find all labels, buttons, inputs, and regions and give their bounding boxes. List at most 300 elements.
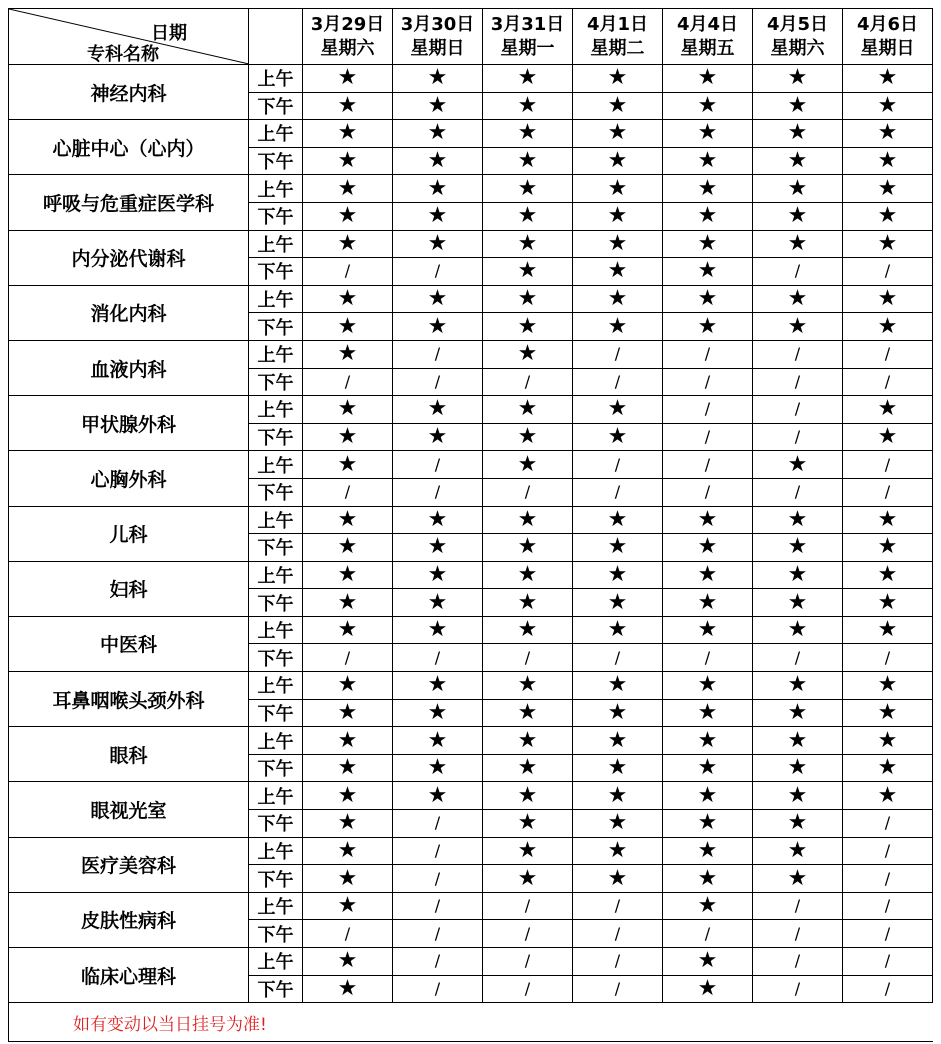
- available-star-icon: ★: [303, 534, 393, 562]
- closed-slash: /: [753, 396, 843, 424]
- available-star-icon: ★: [843, 534, 933, 562]
- available-star-icon: ★: [573, 534, 663, 562]
- date-header: [483, 9, 573, 65]
- corner-header: [9, 9, 249, 65]
- available-star-icon: ★: [663, 65, 753, 93]
- weekday-label: 星期一: [500, 37, 555, 59]
- closed-slash: /: [843, 975, 933, 1003]
- department-name: 妇科: [9, 561, 249, 616]
- closed-slash: /: [393, 258, 483, 286]
- available-star-icon: ★: [303, 699, 393, 727]
- available-star-icon: ★: [843, 396, 933, 424]
- available-star-icon: ★: [573, 865, 663, 893]
- available-star-icon: ★: [843, 616, 933, 644]
- closed-slash: /: [303, 644, 393, 672]
- available-star-icon: ★: [663, 616, 753, 644]
- available-star-icon: ★: [663, 782, 753, 810]
- weekday-label: 星期六: [770, 37, 825, 59]
- available-star-icon: ★: [393, 727, 483, 755]
- available-star-icon: ★: [753, 175, 843, 203]
- morning-label: 上午: [249, 175, 303, 203]
- available-star-icon: ★: [753, 616, 843, 644]
- closed-slash: /: [843, 865, 933, 893]
- closed-slash: /: [483, 975, 573, 1003]
- closed-slash: /: [573, 920, 663, 948]
- available-star-icon: ★: [753, 202, 843, 230]
- closed-slash: /: [483, 368, 573, 396]
- available-star-icon: ★: [573, 423, 663, 451]
- closed-slash: /: [393, 478, 483, 506]
- closed-slash: /: [393, 920, 483, 948]
- weekday-label: 星期日: [410, 37, 465, 59]
- closed-slash: /: [843, 837, 933, 865]
- closed-slash: /: [843, 478, 933, 506]
- available-star-icon: ★: [573, 589, 663, 617]
- available-star-icon: ★: [663, 699, 753, 727]
- afternoon-label: 下午: [249, 423, 303, 451]
- department-name: 血液内科: [9, 340, 249, 395]
- schedule-row: [9, 616, 933, 644]
- date-header: [843, 9, 933, 65]
- available-star-icon: ★: [663, 120, 753, 148]
- department-name: 消化内科: [9, 285, 249, 340]
- closed-slash: /: [573, 975, 663, 1003]
- afternoon-label: 下午: [249, 202, 303, 230]
- available-star-icon: ★: [393, 120, 483, 148]
- available-star-icon: ★: [303, 423, 393, 451]
- available-star-icon: ★: [663, 589, 753, 617]
- available-star-icon: ★: [483, 672, 573, 700]
- schedule-row: [9, 285, 933, 313]
- available-star-icon: ★: [663, 672, 753, 700]
- schedule-body: [9, 9, 933, 1042]
- available-star-icon: ★: [663, 175, 753, 203]
- available-star-icon: ★: [843, 699, 933, 727]
- available-star-icon: ★: [663, 258, 753, 286]
- department-name: 眼视光室: [9, 782, 249, 837]
- available-star-icon: ★: [393, 754, 483, 782]
- available-star-icon: ★: [303, 285, 393, 313]
- afternoon-label: 下午: [249, 147, 303, 175]
- available-star-icon: ★: [393, 313, 483, 341]
- afternoon-label: 下午: [249, 258, 303, 286]
- available-star-icon: ★: [303, 616, 393, 644]
- closed-slash: /: [573, 451, 663, 479]
- available-star-icon: ★: [483, 423, 573, 451]
- closed-slash: /: [843, 892, 933, 920]
- closed-slash: /: [843, 451, 933, 479]
- closed-slash: /: [393, 368, 483, 396]
- schedule-row: [9, 837, 933, 865]
- closed-slash: /: [753, 948, 843, 976]
- available-star-icon: ★: [393, 175, 483, 203]
- date-header: [573, 9, 663, 65]
- morning-label: 上午: [249, 65, 303, 93]
- available-star-icon: ★: [753, 313, 843, 341]
- available-star-icon: ★: [303, 754, 393, 782]
- closed-slash: /: [843, 948, 933, 976]
- morning-label: 上午: [249, 672, 303, 700]
- available-star-icon: ★: [303, 865, 393, 893]
- available-star-icon: ★: [483, 727, 573, 755]
- department-name: 眼科: [9, 727, 249, 782]
- available-star-icon: ★: [573, 754, 663, 782]
- closed-slash: /: [393, 340, 483, 368]
- available-star-icon: ★: [303, 506, 393, 534]
- available-star-icon: ★: [483, 258, 573, 286]
- available-star-icon: ★: [753, 589, 843, 617]
- department-name: 耳鼻咽喉头颈外科: [9, 672, 249, 727]
- available-star-icon: ★: [573, 506, 663, 534]
- afternoon-label: 下午: [249, 920, 303, 948]
- available-star-icon: ★: [483, 754, 573, 782]
- available-star-icon: ★: [573, 699, 663, 727]
- afternoon-label: 下午: [249, 534, 303, 562]
- closed-slash: /: [753, 892, 843, 920]
- available-star-icon: ★: [573, 837, 663, 865]
- available-star-icon: ★: [843, 230, 933, 258]
- available-star-icon: ★: [843, 506, 933, 534]
- available-star-icon: ★: [573, 65, 663, 93]
- department-name: 儿科: [9, 506, 249, 561]
- available-star-icon: ★: [663, 285, 753, 313]
- date-label: 4月4日: [676, 13, 739, 35]
- available-star-icon: ★: [393, 147, 483, 175]
- available-star-icon: ★: [483, 313, 573, 341]
- morning-label: 上午: [249, 892, 303, 920]
- available-star-icon: ★: [303, 782, 393, 810]
- available-star-icon: ★: [573, 561, 663, 589]
- afternoon-label: 下午: [249, 865, 303, 893]
- date-header: [303, 9, 393, 65]
- schedule-row: [9, 120, 933, 148]
- available-star-icon: ★: [303, 589, 393, 617]
- closed-slash: /: [663, 920, 753, 948]
- available-star-icon: ★: [573, 782, 663, 810]
- available-star-icon: ★: [753, 672, 843, 700]
- afternoon-label: 下午: [249, 589, 303, 617]
- available-star-icon: ★: [843, 92, 933, 120]
- closed-slash: /: [483, 478, 573, 506]
- available-star-icon: ★: [483, 340, 573, 368]
- available-star-icon: ★: [663, 230, 753, 258]
- available-star-icon: ★: [753, 285, 843, 313]
- available-star-icon: ★: [483, 782, 573, 810]
- available-star-icon: ★: [663, 561, 753, 589]
- footer-note: 如有变动以当日挂号为准!: [9, 1003, 933, 1042]
- date-label: 4月1日: [586, 13, 649, 35]
- available-star-icon: ★: [393, 202, 483, 230]
- schedule-row: [9, 948, 933, 976]
- available-star-icon: ★: [303, 175, 393, 203]
- available-star-icon: ★: [663, 202, 753, 230]
- available-star-icon: ★: [843, 285, 933, 313]
- available-star-icon: ★: [483, 616, 573, 644]
- available-star-icon: ★: [663, 727, 753, 755]
- schedule-row: [9, 175, 933, 203]
- available-star-icon: ★: [393, 589, 483, 617]
- closed-slash: /: [843, 340, 933, 368]
- available-star-icon: ★: [303, 672, 393, 700]
- available-star-icon: ★: [483, 451, 573, 479]
- weekday-label: 星期六: [320, 37, 375, 59]
- morning-label: 上午: [249, 506, 303, 534]
- morning-label: 上午: [249, 782, 303, 810]
- closed-slash: /: [393, 644, 483, 672]
- available-star-icon: ★: [393, 782, 483, 810]
- closed-slash: /: [483, 920, 573, 948]
- closed-slash: /: [753, 644, 843, 672]
- available-star-icon: ★: [303, 727, 393, 755]
- available-star-icon: ★: [393, 65, 483, 93]
- closed-slash: /: [573, 368, 663, 396]
- available-star-icon: ★: [573, 285, 663, 313]
- available-star-icon: ★: [843, 754, 933, 782]
- available-star-icon: ★: [573, 92, 663, 120]
- closed-slash: /: [303, 920, 393, 948]
- closed-slash: /: [843, 258, 933, 286]
- available-star-icon: ★: [843, 672, 933, 700]
- closed-slash: /: [483, 948, 573, 976]
- date-label: 4月6日: [856, 13, 919, 35]
- closed-slash: /: [573, 644, 663, 672]
- available-star-icon: ★: [843, 589, 933, 617]
- available-star-icon: ★: [843, 120, 933, 148]
- available-star-icon: ★: [303, 948, 393, 976]
- available-star-icon: ★: [753, 230, 843, 258]
- available-star-icon: ★: [663, 892, 753, 920]
- closed-slash: /: [393, 451, 483, 479]
- closed-slash: /: [573, 948, 663, 976]
- available-star-icon: ★: [483, 561, 573, 589]
- morning-label: 上午: [249, 285, 303, 313]
- closed-slash: /: [393, 975, 483, 1003]
- schedule-row: [9, 672, 933, 700]
- available-star-icon: ★: [573, 810, 663, 838]
- closed-slash: /: [663, 478, 753, 506]
- closed-slash: /: [573, 478, 663, 506]
- closed-slash: /: [573, 340, 663, 368]
- available-star-icon: ★: [663, 534, 753, 562]
- available-star-icon: ★: [393, 699, 483, 727]
- department-name: 内分泌代谢科: [9, 230, 249, 285]
- available-star-icon: ★: [663, 948, 753, 976]
- available-star-icon: ★: [483, 147, 573, 175]
- available-star-icon: ★: [483, 285, 573, 313]
- closed-slash: /: [753, 975, 843, 1003]
- closed-slash: /: [663, 644, 753, 672]
- available-star-icon: ★: [303, 313, 393, 341]
- afternoon-label: 下午: [249, 975, 303, 1003]
- morning-label: 上午: [249, 561, 303, 589]
- available-star-icon: ★: [753, 727, 843, 755]
- available-star-icon: ★: [573, 396, 663, 424]
- department-name: 甲状腺外科: [9, 396, 249, 451]
- afternoon-label: 下午: [249, 478, 303, 506]
- available-star-icon: ★: [303, 65, 393, 93]
- available-star-icon: ★: [303, 975, 393, 1003]
- closed-slash: /: [663, 396, 753, 424]
- available-star-icon: ★: [483, 506, 573, 534]
- available-star-icon: ★: [303, 147, 393, 175]
- available-star-icon: ★: [303, 120, 393, 148]
- closed-slash: /: [753, 478, 843, 506]
- available-star-icon: ★: [303, 396, 393, 424]
- morning-label: 上午: [249, 727, 303, 755]
- closed-slash: /: [843, 810, 933, 838]
- available-star-icon: ★: [483, 202, 573, 230]
- available-star-icon: ★: [663, 837, 753, 865]
- closed-slash: /: [753, 340, 843, 368]
- department-name: 医疗美容科: [9, 837, 249, 892]
- available-star-icon: ★: [573, 230, 663, 258]
- available-star-icon: ★: [393, 285, 483, 313]
- department-name: 临床心理科: [9, 948, 249, 1003]
- available-star-icon: ★: [393, 230, 483, 258]
- available-star-icon: ★: [303, 202, 393, 230]
- schedule-row: [9, 892, 933, 920]
- schedule-row: [9, 230, 933, 258]
- morning-label: 上午: [249, 396, 303, 424]
- schedule-table: [8, 8, 933, 1042]
- morning-label: 上午: [249, 340, 303, 368]
- date-label: 3月30日: [400, 13, 475, 35]
- morning-label: 上午: [249, 120, 303, 148]
- date-label: 3月31日: [490, 13, 565, 35]
- weekday-label: 星期二: [590, 37, 645, 59]
- closed-slash: /: [753, 423, 843, 451]
- department-name: 心脏中心（心内）: [9, 120, 249, 175]
- available-star-icon: ★: [393, 672, 483, 700]
- available-star-icon: ★: [393, 506, 483, 534]
- available-star-icon: ★: [483, 120, 573, 148]
- available-star-icon: ★: [483, 534, 573, 562]
- available-star-icon: ★: [753, 782, 843, 810]
- available-star-icon: ★: [303, 892, 393, 920]
- available-star-icon: ★: [393, 534, 483, 562]
- available-star-icon: ★: [753, 534, 843, 562]
- morning-label: 上午: [249, 616, 303, 644]
- schedule-row: [9, 65, 933, 93]
- department-name: 中医科: [9, 616, 249, 671]
- morning-label: 上午: [249, 837, 303, 865]
- available-star-icon: ★: [303, 230, 393, 258]
- afternoon-label: 下午: [249, 644, 303, 672]
- available-star-icon: ★: [393, 423, 483, 451]
- available-star-icon: ★: [303, 837, 393, 865]
- weekday-label: 星期五: [680, 37, 735, 59]
- available-star-icon: ★: [843, 561, 933, 589]
- available-star-icon: ★: [663, 975, 753, 1003]
- closed-slash: /: [303, 368, 393, 396]
- department-axis-label: 专科名称: [87, 44, 159, 65]
- available-star-icon: ★: [483, 589, 573, 617]
- available-star-icon: ★: [303, 810, 393, 838]
- closed-slash: /: [483, 892, 573, 920]
- department-name: 呼吸与危重症医学科: [9, 175, 249, 230]
- closed-slash: /: [663, 340, 753, 368]
- available-star-icon: ★: [753, 147, 843, 175]
- available-star-icon: ★: [663, 92, 753, 120]
- available-star-icon: ★: [753, 837, 843, 865]
- available-star-icon: ★: [753, 92, 843, 120]
- available-star-icon: ★: [663, 810, 753, 838]
- header-row: [9, 9, 933, 65]
- afternoon-label: 下午: [249, 699, 303, 727]
- department-name: 神经内科: [9, 65, 249, 120]
- available-star-icon: ★: [483, 92, 573, 120]
- available-star-icon: ★: [483, 810, 573, 838]
- available-star-icon: ★: [753, 754, 843, 782]
- available-star-icon: ★: [663, 506, 753, 534]
- date-header: [663, 9, 753, 65]
- schedule-row: [9, 451, 933, 479]
- available-star-icon: ★: [303, 340, 393, 368]
- available-star-icon: ★: [843, 202, 933, 230]
- available-star-icon: ★: [393, 396, 483, 424]
- date-label: 4月5日: [766, 13, 829, 35]
- available-star-icon: ★: [843, 175, 933, 203]
- date-axis-label: 日期: [151, 23, 187, 44]
- available-star-icon: ★: [843, 147, 933, 175]
- available-star-icon: ★: [573, 727, 663, 755]
- closed-slash: /: [663, 451, 753, 479]
- available-star-icon: ★: [573, 120, 663, 148]
- closed-slash: /: [393, 865, 483, 893]
- available-star-icon: ★: [573, 616, 663, 644]
- available-star-icon: ★: [483, 699, 573, 727]
- available-star-icon: ★: [393, 561, 483, 589]
- available-star-icon: ★: [483, 65, 573, 93]
- available-star-icon: ★: [483, 837, 573, 865]
- schedule-row: [9, 782, 933, 810]
- morning-label: 上午: [249, 948, 303, 976]
- available-star-icon: ★: [483, 230, 573, 258]
- available-star-icon: ★: [393, 92, 483, 120]
- available-star-icon: ★: [303, 561, 393, 589]
- available-star-icon: ★: [753, 865, 843, 893]
- closed-slash: /: [753, 258, 843, 286]
- footer-row: [9, 1003, 933, 1042]
- closed-slash: /: [393, 810, 483, 838]
- available-star-icon: ★: [663, 147, 753, 175]
- available-star-icon: ★: [483, 865, 573, 893]
- closed-slash: /: [483, 644, 573, 672]
- closed-slash: /: [393, 837, 483, 865]
- available-star-icon: ★: [573, 672, 663, 700]
- closed-slash: /: [753, 368, 843, 396]
- available-star-icon: ★: [573, 313, 663, 341]
- weekday-label: 星期日: [860, 37, 915, 59]
- available-star-icon: ★: [753, 561, 843, 589]
- morning-label: 上午: [249, 230, 303, 258]
- schedule-row: [9, 506, 933, 534]
- closed-slash: /: [393, 892, 483, 920]
- available-star-icon: ★: [393, 616, 483, 644]
- available-star-icon: ★: [483, 396, 573, 424]
- date-header: [393, 9, 483, 65]
- date-label: 3月29日: [310, 13, 385, 35]
- closed-slash: /: [843, 644, 933, 672]
- available-star-icon: ★: [303, 451, 393, 479]
- closed-slash: /: [303, 478, 393, 506]
- afternoon-label: 下午: [249, 754, 303, 782]
- department-name: 皮肤性病科: [9, 892, 249, 947]
- morning-label: 上午: [249, 451, 303, 479]
- closed-slash: /: [663, 423, 753, 451]
- available-star-icon: ★: [663, 865, 753, 893]
- schedule-row: [9, 340, 933, 368]
